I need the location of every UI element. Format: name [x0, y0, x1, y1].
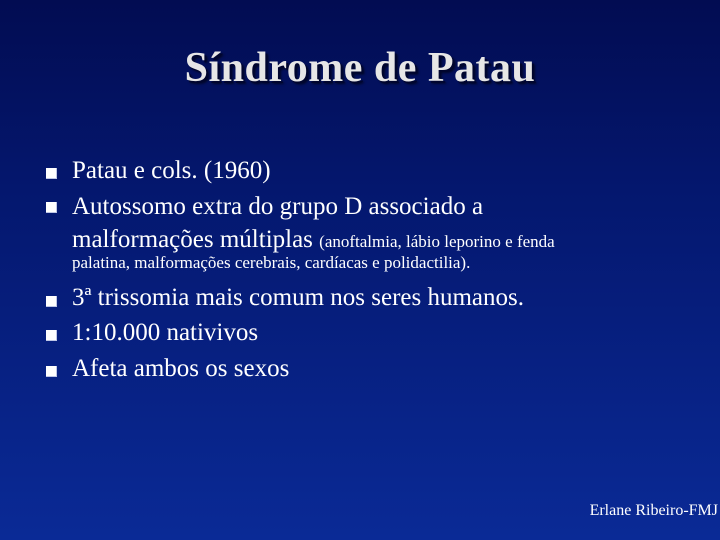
slide-title: Síndrome de Patau [184, 45, 536, 91]
square-bullet-icon [46, 296, 57, 307]
bullet-text: 1:10.000 nativivos [72, 319, 259, 346]
bullet-text-detail: palatina, malformações cerebrais, cardíacas e polidactilia). [72, 253, 471, 272]
bullet-text-main: malformações múltiplas [72, 226, 320, 253]
square-bullet-icon [46, 202, 57, 213]
bullet-text: 3ª trissomia mais comum nos seres humanos. [72, 284, 524, 311]
square-bullet-icon [46, 330, 57, 341]
square-bullet-icon [46, 168, 57, 179]
footer-credit: Erlane Ribeiro-FMJ [589, 502, 718, 519]
bullet-text: Afeta ambos os sexos [72, 355, 290, 382]
bullet-text: Autossomo extra do grupo D associado a [72, 193, 484, 220]
square-bullet-icon [46, 366, 57, 377]
bullet-text-detail: (anoftalmia, lábio leporino e fenda [319, 232, 555, 251]
bullet-text: Patau e cols. (1960) [72, 157, 271, 184]
